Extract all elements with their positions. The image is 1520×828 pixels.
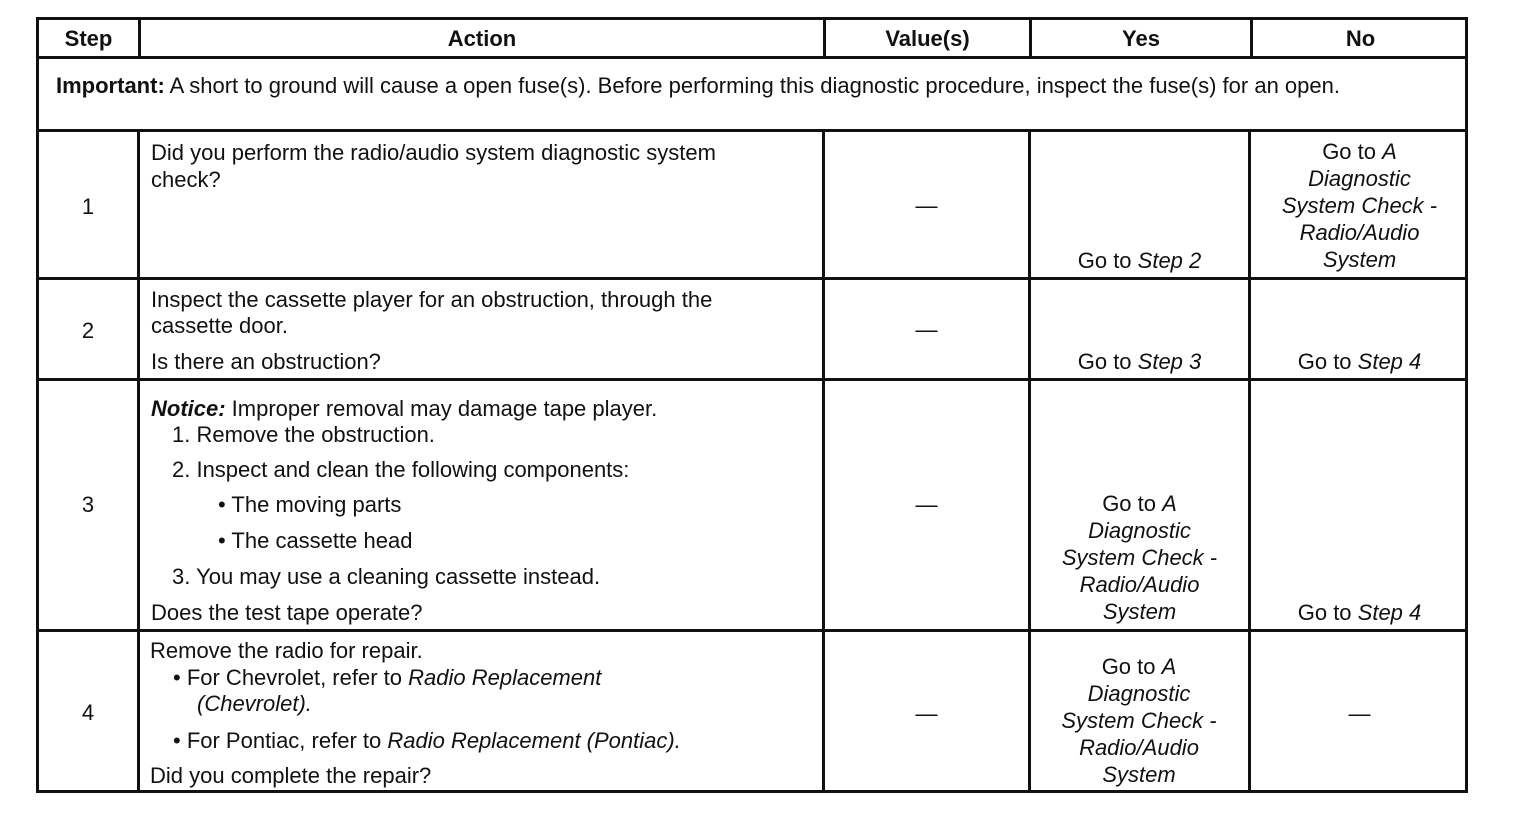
yes-link[interactable]: Step 3 xyxy=(1137,349,1202,374)
header-values: Value(s) xyxy=(885,26,970,51)
rule-step3-bottom xyxy=(36,629,1468,632)
no-link[interactable]: Step 4 xyxy=(1357,600,1422,625)
step-number: 2 xyxy=(81,318,95,343)
step3-no xyxy=(1251,599,1468,626)
step3-question: Does the test tape operate? xyxy=(151,600,423,625)
step4-question: Did you complete the repair? xyxy=(150,763,432,788)
step3-bullet1: • The moving parts xyxy=(218,492,402,517)
step2-value: — xyxy=(915,317,938,342)
step4-bullet1 xyxy=(173,664,813,691)
yes-link[interactable]: A xyxy=(1161,654,1177,679)
yes-prefix: Go to xyxy=(1077,349,1138,374)
step2-question: Is there an obstruction? xyxy=(151,349,381,374)
step2-yes xyxy=(1031,348,1248,375)
yes-link[interactable]: Radio/Audio xyxy=(1079,572,1200,597)
bullet2-link[interactable]: Radio Replacement (Pontiac). xyxy=(387,728,681,753)
step-number: 3 xyxy=(81,492,95,517)
step4-action: Remove the radio for repair. xyxy=(150,638,423,663)
step2-no xyxy=(1251,348,1468,375)
yes-link[interactable]: Step 2 xyxy=(1137,248,1202,273)
yes-link[interactable]: A xyxy=(1162,491,1177,516)
important-note xyxy=(56,72,1456,99)
no-link[interactable]: System Check - xyxy=(1281,193,1438,218)
yes-link[interactable]: System Check - xyxy=(1061,545,1218,570)
yes-prefix: Go to xyxy=(1101,654,1162,679)
no-prefix: Go to xyxy=(1322,139,1383,164)
col-rule-step-body xyxy=(137,130,140,793)
header-yes: Yes xyxy=(1122,26,1160,51)
step4-no: — xyxy=(1348,701,1371,726)
no-link[interactable]: Diagnostic xyxy=(1308,166,1411,191)
yes-link[interactable]: System xyxy=(1102,599,1177,624)
step4-bullet1-link-cont[interactable]: (Chevrolet). xyxy=(197,691,312,716)
yes-link[interactable]: Diagnostic xyxy=(1088,518,1191,543)
header-step: Step xyxy=(64,26,113,51)
notice-text: Improper removal may damage tape player. xyxy=(225,396,658,421)
step3-item3: 3. You may use a cleaning cassette instead. xyxy=(172,564,601,589)
yes-link[interactable]: System xyxy=(1102,762,1176,787)
no-link[interactable]: A xyxy=(1382,139,1397,164)
step3-yes xyxy=(1031,490,1248,625)
step1-no xyxy=(1251,138,1468,273)
step-number: 4 xyxy=(81,700,95,725)
important-label: Important: xyxy=(56,73,165,98)
header-action: Action xyxy=(447,26,517,51)
step2-action-line2: cassette door. xyxy=(151,313,288,338)
bullet2-prefix: • For Pontiac, refer to xyxy=(173,728,388,753)
rule-header-bottom xyxy=(36,56,1468,59)
no-link[interactable]: Radio/Audio xyxy=(1299,220,1420,245)
step3-notice xyxy=(151,395,821,422)
yes-link[interactable]: Diagnostic xyxy=(1087,681,1191,706)
step4-value: — xyxy=(915,701,938,726)
col-rule-action-body xyxy=(822,130,825,793)
no-prefix: Go to xyxy=(1297,349,1358,374)
step3-item1: 1. Remove the obstruction. xyxy=(172,422,435,447)
step3-item2: 2. Inspect and clean the following components: xyxy=(172,457,630,482)
rule-important-bottom xyxy=(36,129,1468,132)
yes-prefix: Go to xyxy=(1077,248,1138,273)
header-no: No xyxy=(1345,26,1376,51)
step4-bullet2 xyxy=(173,727,813,754)
notice-label: Notice: xyxy=(151,396,226,421)
step1-action: Did you perform the radio/audio system diagnostic system check? xyxy=(151,140,716,192)
rule-step2-bottom xyxy=(36,378,1468,381)
no-link[interactable]: System xyxy=(1322,247,1397,272)
step3-bullet2: • The cassette head xyxy=(218,528,413,553)
no-link[interactable]: Step 4 xyxy=(1357,349,1422,374)
bullet1-prefix: • For Chevrolet, refer to xyxy=(173,665,409,690)
yes-link[interactable]: System Check - xyxy=(1061,708,1217,733)
bullet1-link[interactable]: Radio Replacement xyxy=(408,665,602,690)
no-prefix: Go to xyxy=(1297,600,1358,625)
step3-value: — xyxy=(915,492,938,517)
step2-action-line1: Inspect the cassette player for an obstruction, through the xyxy=(151,287,713,312)
step4-yes xyxy=(1030,653,1248,788)
step-number: 1 xyxy=(81,194,95,219)
yes-link[interactable]: Radio/Audio xyxy=(1079,735,1199,760)
yes-prefix: Go to xyxy=(1102,491,1163,516)
step1-value: — xyxy=(915,193,938,218)
rule-step1-bottom xyxy=(36,277,1468,280)
important-text: A short to ground will cause a open fuse(s). Before performing this diagnostic procedure, inspect the fuse(s) for an open. xyxy=(164,73,1340,98)
step1-yes xyxy=(1031,247,1248,274)
